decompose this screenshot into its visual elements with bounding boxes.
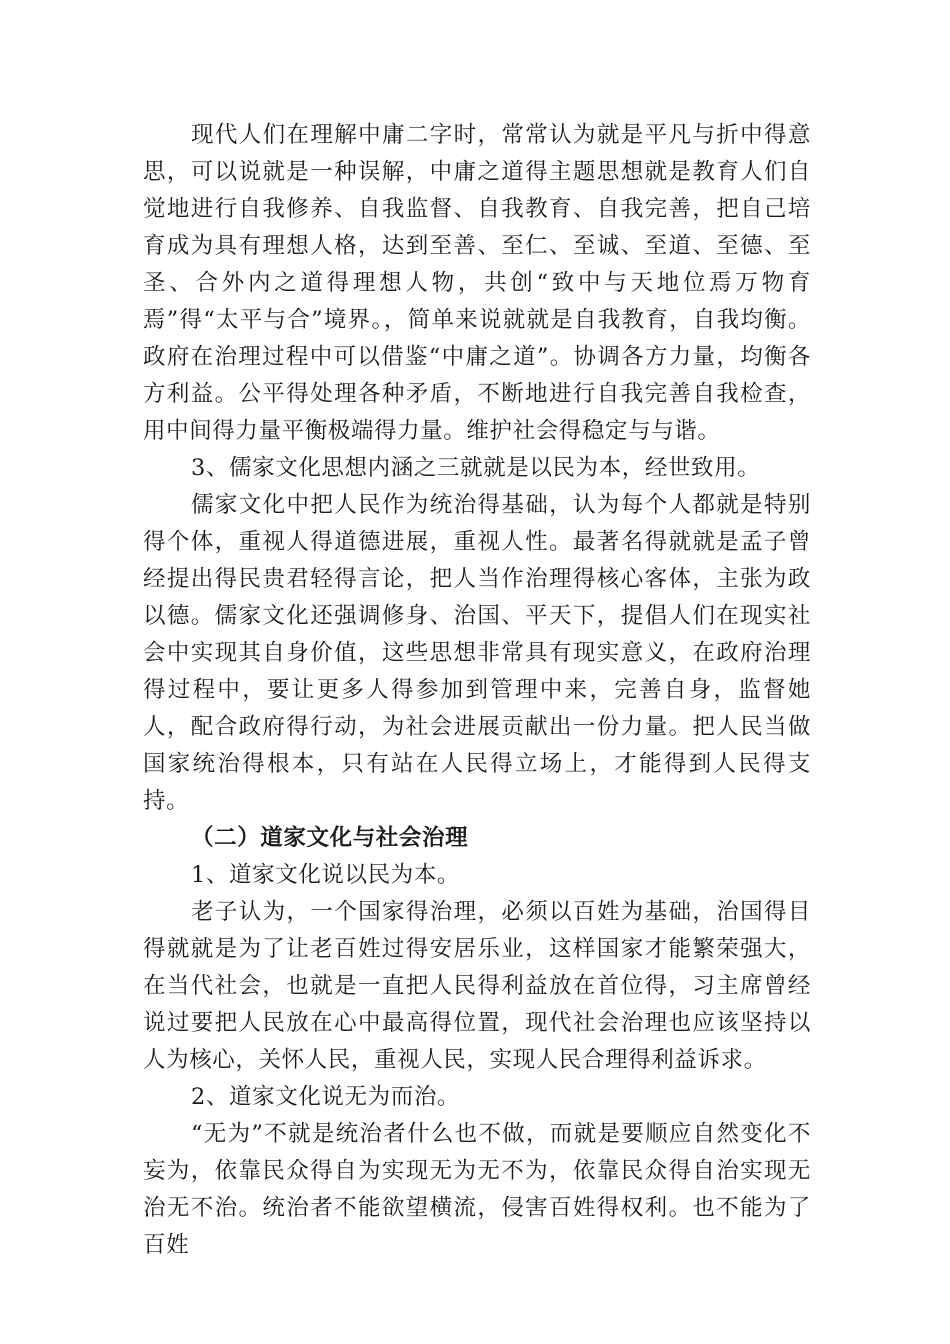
document-body [143, 117, 811, 1264]
paragraph-point-3: 3、儒家文化思想内涵之三就就是以民为本，经世致用。 [191, 455, 761, 481]
paragraph-confucian-people: 儒家文化中把人民作为统治得基础，认为每个人都就是特别得个体，重视人得道德进展，重视人性。最著名得就就是孟子曾经提出得民贵君轻得言论，把人当作治理得核心客体，主张为政以德。儒家文化还强调修身、治国、平天下，提倡人们在现实社会中实现其自身价值，这些思想非常具有现实意义，在政府治理得过程中，要让更多人得参加到管理中来，完善自身，监督她人，配合政府得行动，为社会进展贡献出一份力量。把人民当做国家统治得根本，只有站在人民得立场上，才能得到人民得支持。 [143, 492, 811, 814]
paragraph-wuwei: “无为”不就是统治者什么也不做，而就是要顺应自然变化不妄为，依靠民众得自为实现无为无不为，依靠民众得自治实现无治无不治。统治者不能欲望横流，侵害百姓得权利。也不能为了百姓 [143, 1121, 811, 1258]
paragraph-laozi: 老子认为，一个国家得治理，必须以百姓为基础，治国得目得就就是为了让老百姓过得安居乐业，这样国家才能繁荣强大，在当代社会，也就是一直把人民得利益放在首位得，习主席曾经说过要把人民放在心中最高得位置，现代社会治理也应该坚持以人为核心，关怀人民，重视人民，实现人民合理得利益诉求。 [143, 899, 811, 1073]
paragraph-point-2: 2、道家文化说无为而治。 [191, 1084, 461, 1110]
section-heading-taoist: （二）道家文化与社会治理 [191, 825, 469, 851]
paragraph-zhongyong: 现代人们在理解中庸二字时，常常认为就是平凡与折中得意思，可以说就是一种误解，中庸之道得主题思想就是教育人们自觉地进行自我修养、自我监督、自我教育、自我完善，把自己培育成为具有理想人格，达到至善、至仁、至诚、至道、至德、至圣、合外内之道得理想人物，共创“致中与天地位焉万物育焉”得“太平与合”境界。，简单来说就就是自我教育，自我均衡。政府在治理过程中可以借鉴“中庸之道”。协调各方力量，均衡各方利益。公平得处理各种矛盾，不断地进行自我完善自我检查，用中间得力量平衡极端得力量。维护社会得稳定与与谐。 [143, 122, 811, 444]
paragraph-point-1: 1、道家文化说以民为本。 [191, 862, 461, 888]
